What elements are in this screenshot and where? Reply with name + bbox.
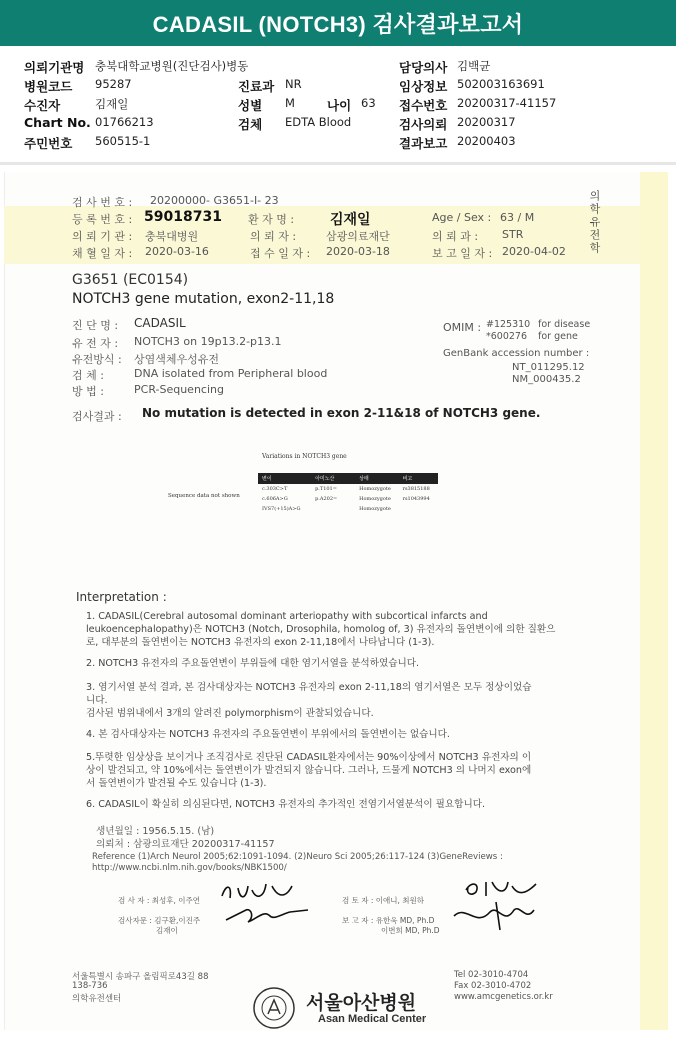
advisor: 검사자문 : 김구환,이진주 xyxy=(118,916,201,925)
collect-label: 채 혈 일 자 : xyxy=(72,247,133,260)
patient-label: 수진자 xyxy=(24,98,61,113)
genbank-1: NT_011295.12 xyxy=(512,362,585,373)
omim-gene: *600276 xyxy=(486,331,528,342)
specimen-value-scan: DNA isolated from Peripheral blood xyxy=(134,367,328,380)
reg-no-value: 59018731 xyxy=(144,209,222,225)
address-1: 서울특별시 송파구 올림픽로43길 88 xyxy=(72,972,209,982)
institution-label: 의뢰기관명 xyxy=(24,60,85,75)
requester-value: 삼광의료재단 xyxy=(326,230,390,243)
interp-p4: 4. 본 검사대상자는 NOTCH3 유전자의 주요돌연변이 부위에서의 돌연변이는 없습니다. xyxy=(86,729,450,740)
method-label: 방 법 : xyxy=(72,385,104,398)
variant-cell: Homozygote xyxy=(359,486,391,492)
reference-line-2: http://www.ncbi.nlm.nih.gov/books/NBK1500/ xyxy=(92,863,287,873)
interp-p6: 6. CADASIL이 확실히 의심된다면, NOTCH3 유전자의 추가적인 전염기서열분석이 필요합니다. xyxy=(86,799,486,810)
variant-cell xyxy=(399,504,438,514)
interp-p5-line2: 상이 발견되고, 약 10%에서는 돌연변이가 발견되지 않습니다. 그러나, 드물게 NOTCH3 의 나머지 exon에 xyxy=(86,765,532,776)
interp-p3-line2: 니다. xyxy=(86,695,108,706)
interp-p3-line3: 검사된 범위내에서 3개의 알려진 polymorphism이 관찰되었습니다. xyxy=(86,708,374,719)
variants-side-text: Sequence data not shown xyxy=(168,493,240,499)
clinical-info-value: 502003163691 xyxy=(457,77,545,91)
patient-name-value: 김재일 xyxy=(330,212,371,228)
variant-cell: Homozygote xyxy=(359,506,391,512)
dx-label: 진 단 명 : xyxy=(72,319,119,332)
age-value: 63 xyxy=(361,96,376,110)
interp-p1 xyxy=(86,610,586,649)
variant-cell xyxy=(311,504,355,514)
gene-value: NOTCH3 on 19p13.2-p13.1 xyxy=(134,335,282,348)
interp-p5-line3: 서 돌연변이가 발견될 수도 있습니다 (1-3). xyxy=(86,778,267,789)
interp-p2: 2. NOTCH3 유전자의 주요돌연변이 부위들에 대한 염기서열을 분석하였습니다. xyxy=(86,658,420,669)
report-date-label: 결과보고 xyxy=(399,136,448,151)
hospital-name-en: Asan Medical Center xyxy=(318,1013,427,1025)
chart-value: 01766213 xyxy=(95,115,154,129)
receive-value: 2020-03-18 xyxy=(326,245,390,258)
result-label: 검사결과 : xyxy=(72,410,122,423)
omim-disease-note: for disease xyxy=(538,319,591,330)
omim-gene-note: for gene xyxy=(538,331,578,342)
variants-caption: Variations in NOTCH3 gene xyxy=(262,453,347,460)
specimen-label-scan: 검 체 : xyxy=(72,369,104,382)
specimen-label: 검체 xyxy=(238,117,263,132)
test-no-value: 20200000- G3651-I- 23 xyxy=(150,194,279,207)
test-code-paren: (EC0154) xyxy=(122,272,189,288)
inherit-value: 상염색체우성유전 xyxy=(134,353,220,366)
variants-table xyxy=(258,473,438,514)
inst-label: 의 뢰 기 관 : xyxy=(72,230,133,243)
reg-no-label: 등 록 번 호 : xyxy=(72,213,133,226)
physician-label: 담당의사 xyxy=(399,60,448,75)
hospital-name-kr: 서울아산병원 xyxy=(306,992,417,1014)
variant-cell: c.303C>T xyxy=(262,486,288,492)
result-value: No mutation is detected in exon 2-11&18 of NOTCH3 gene. xyxy=(142,406,541,420)
variant-cell: c.606A>G xyxy=(262,496,288,502)
interp-p5 xyxy=(86,751,586,790)
patient-value: 김재일 xyxy=(95,97,129,111)
variants-col-4: 비고 xyxy=(399,473,438,484)
interpretation-heading: Interpretation : xyxy=(76,590,167,604)
receipt-label: 접수번호 xyxy=(399,98,448,113)
requester-line: 의뢰처 : 삼광의료재단 20200317-41157 xyxy=(96,839,275,850)
reviewer: 검 토 자 : 이애니, 최원하 xyxy=(342,896,425,905)
inherit-label: 유전방식 : xyxy=(72,353,122,366)
web: www.amcgenetics.or.kr xyxy=(454,992,553,1002)
variant-cell: Homozygote xyxy=(359,496,391,502)
address-3: 의학유전센터 xyxy=(72,994,122,1004)
address-2: 138-736 xyxy=(72,981,108,991)
age-sex-value: 63 / M xyxy=(500,211,535,224)
institution-value: 충북대학교병원(진단검사)병동 xyxy=(95,59,249,73)
reporter-2: 이번희 MD, Ph.D xyxy=(381,926,440,935)
interp-p1-line2: leukoencephalopathy)은 NOTCH3 (Notch, Drosophila, homolog of, 3) 유전자의 돌연변이에 의한 질환으 xyxy=(86,624,556,635)
side-label: 의학유전학 xyxy=(588,190,601,255)
fax: Fax 02-3010-4702 xyxy=(454,981,532,991)
patient-name-label: 환 자 명 : xyxy=(248,213,295,226)
variants-figure xyxy=(168,453,438,525)
variant-cell: p.T101= xyxy=(315,486,337,492)
report-date-value: 20200403 xyxy=(457,134,516,148)
omim-label: OMIM : xyxy=(443,321,482,334)
highlight-margin xyxy=(640,172,668,1030)
report-label-scan: 보 고 일 자 : xyxy=(432,247,493,260)
method-value: PCR-Sequencing xyxy=(134,383,224,396)
variants-col-2: 아미노산 xyxy=(311,473,355,484)
hospital-code-label: 병원코드 xyxy=(24,79,73,94)
variants-header-row xyxy=(258,473,438,484)
report-title: CADASIL (NOTCH3) 검사결과보고서 xyxy=(0,0,676,46)
rrn-label: 주민번호 xyxy=(24,136,73,151)
advisor-2: 김재이 xyxy=(156,926,178,935)
interp-p3-line1: 3. 염기서열 분석 결과, 본 검사대상자는 NOTCH3 유전자의 exon 2-11,18의 염기서열은 모두 정상이었습 xyxy=(86,682,532,693)
test-name: NOTCH3 gene mutation, exon2-11,18 xyxy=(72,291,335,307)
variants-col-3: 상태 xyxy=(355,473,398,484)
table-row xyxy=(258,504,438,514)
receipt-value: 20200317-41157 xyxy=(457,96,557,110)
request-label: 검사의뢰 xyxy=(399,117,448,132)
dept-label-scan: 의 뢰 과 : xyxy=(432,230,479,243)
request-value: 20200317 xyxy=(457,115,516,129)
variant-cell: IVS7(+15)A>G xyxy=(262,506,301,512)
omim-disease: #125310 xyxy=(486,319,531,330)
reviewer-signature xyxy=(446,876,556,934)
dob: 생년월일 : 1956.5.15. (남) xyxy=(96,826,215,837)
test-code xyxy=(72,272,188,288)
interp-p1-line3: 로, 대부분의 돌연변이는 NOTCH3 유전자의 exon 2-11,18에서 나타납니다 (1-3). xyxy=(86,637,435,648)
physician-value: 김백균 xyxy=(457,59,491,73)
test-no-label: 검 사 번 호 : xyxy=(72,196,133,209)
reporter: 보 고 자 : 유한욱 MD, Ph.D xyxy=(342,916,435,925)
clinical-info-label: 임상정보 xyxy=(399,79,448,94)
sex-label: 성별 xyxy=(238,98,263,113)
sex-value: M xyxy=(285,96,295,110)
hospital-code-value: 95287 xyxy=(95,77,132,91)
tel: Tel 02-3010-4704 xyxy=(454,970,529,980)
receive-label: 접 수 일 자 : xyxy=(250,247,311,260)
dept-label: 진료과 xyxy=(238,79,275,94)
genbank-2: NM_000435.2 xyxy=(512,374,581,385)
table-row xyxy=(258,484,438,494)
requester-label: 의 뢰 자 : xyxy=(250,230,297,243)
age-label: 나이 xyxy=(327,98,352,113)
age-sex-label: Age / Sex : xyxy=(432,211,492,224)
dx-value: CADASIL xyxy=(134,316,186,330)
interp-p3 xyxy=(86,681,586,720)
gene-label: 유 전 자 : xyxy=(72,337,119,350)
specimen-value: EDTA Blood xyxy=(285,115,352,129)
inst-value: 충북대병원 xyxy=(145,230,199,243)
variants-col-1: 변이 xyxy=(258,473,311,484)
reference-line-1: Reference (1)Arch Neurol 2005;62:1091-1094. (2)Neuro Sci 2005;26:117-124 (3)GeneReviews : xyxy=(92,852,503,862)
variant-cell: p.A202= xyxy=(315,496,338,502)
table-row xyxy=(258,494,438,504)
tester: 검 사 자 : 최성후, 이주연 xyxy=(118,896,201,905)
dept-value: NR xyxy=(285,77,302,91)
interp-p1-line1: 1. CADASIL(Cerebral autosomal dominant arteriopathy with subcortical infarcts and xyxy=(86,611,488,622)
dept-value-scan: STR xyxy=(502,228,524,241)
test-code-prefix: G3651 xyxy=(72,272,123,288)
collect-value: 2020-03-16 xyxy=(145,245,209,258)
interp-p5-line1: 5.뚜렷한 임상상을 보이거나 조직검사로 진단된 CADASIL환자에서는 90%이상에서 NOTCH3 유전자의 이 xyxy=(86,752,532,763)
asan-logo-icon xyxy=(252,986,296,1030)
variant-cell: rs1043994 xyxy=(402,496,430,502)
tester-signature xyxy=(212,876,322,934)
genbank-label: GenBank accession number : xyxy=(443,348,590,359)
variant-cell: rs3815188 xyxy=(402,486,430,492)
rrn-value: 560515-1 xyxy=(95,134,151,148)
header-divider xyxy=(0,162,676,165)
report-value-scan: 2020-04-02 xyxy=(502,245,566,258)
chart-label: Chart No. xyxy=(24,115,91,130)
